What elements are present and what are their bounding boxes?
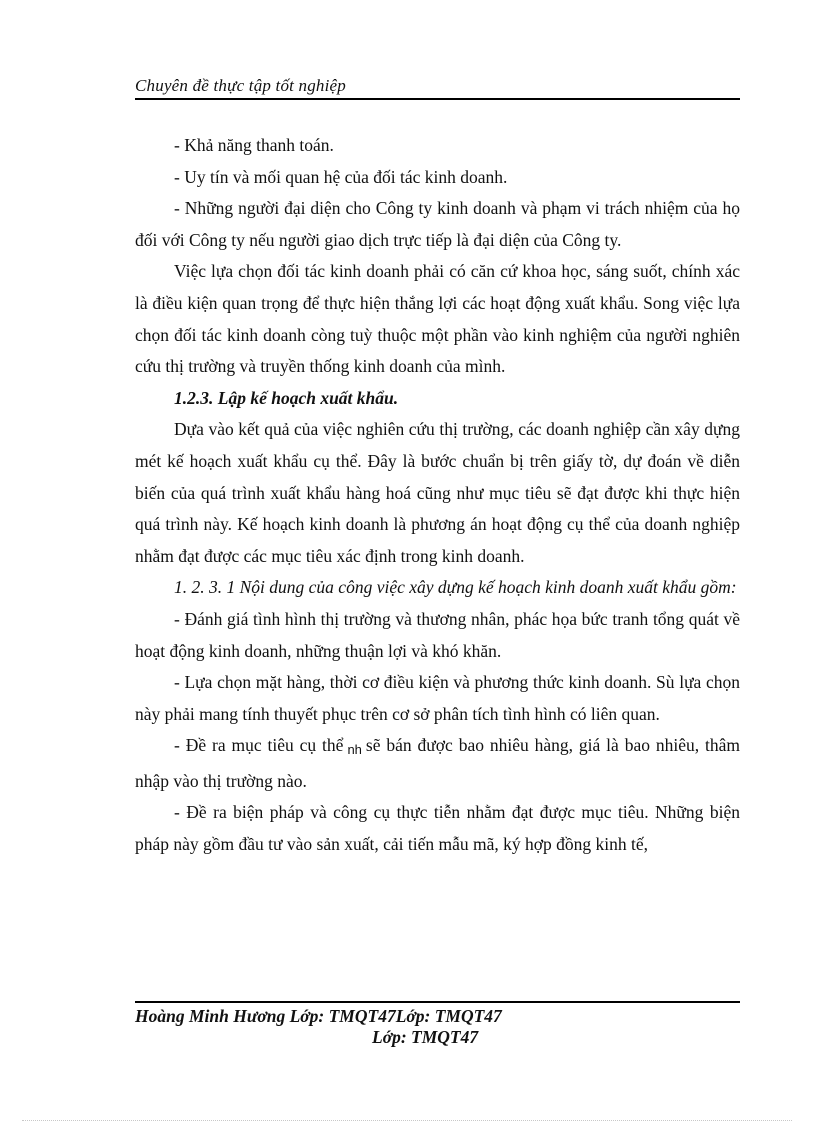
objectives-text-start: - Đề ra mục tiêu cụ thể — [174, 735, 344, 756]
paragraph-measures: - Đề ra biện pháp và công cụ thực tiễn nhằm đạt được mục tiêu. Những biện pháp này gồm đầu tư vào sản xuất, cải tiến mẫu mã, ký hợp đồng kinh tế, — [135, 802, 740, 855]
page-header-title: Chuyên đề thực tập tốt nghiệp — [135, 76, 347, 95]
paragraph-objectives — [135, 730, 740, 797]
stray-mark: nh — [347, 742, 362, 758]
paragraph-product-selection: - Lựa chọn mặt hàng, thời cơ điều kiện và phương thức kinh doanh. Sù lựa chọn này phải mang tính thuyết phục trên cơ sở phân tích tình hình có liên quan. — [135, 672, 740, 724]
paragraph-partner-selection: Việc lựa chọn đối tác kinh doanh phải có căn cứ khoa học, sáng suốt, chính xác là điều kiện quan trọng để thực hiện thắng lợi các hoạt động xuất khẩu. Song việc lựa chọn đối tác kinh doanh còng tuỳ thuộc một phần vào kinh nghiệm của người nghiên cứu thị trường và truyền thống kinh doanh của mình. — [135, 261, 740, 377]
objectives-text-end: sẽ bán được bao nhiêu hàng, giá là bao nhiêu, thâm nhập vào thị trường nào. — [135, 735, 740, 791]
document-body — [135, 130, 740, 861]
header-divider — [135, 98, 740, 100]
paragraph-reputation: - Uy tín và mối quan hệ của đối tác kinh doanh. — [174, 166, 508, 187]
paragraph-payment: - Khả năng thanh toán. — [174, 135, 334, 155]
subsection-heading: 1. 2. 3. 1 Nội dung của công việc xây dựng kế hoạch kinh doanh xuất khẩu gồm: — [174, 577, 737, 598]
paragraph-plan-intro: Dựa vào kết quả của việc nghiên cứu thị trường, các doanh nghiệp cần xây dựng mét kế hoạch xuất khẩu cụ thể. Đây là bước chuẩn bị trên giấy tờ, dự đoán về diễn biến của quá trình xuất khẩu hàng hoá cũng như mục tiêu sẽ đạt được khi thực hiện quá trình này. Kế hoạch kinh doanh là phương án hoạt động cụ thể của doanh nghiệp nhằm đạt được các mục tiêu xác định trong kinh doanh. — [135, 419, 740, 566]
footer-divider — [135, 1001, 740, 1003]
paragraph-market-assessment: - Đánh giá tình hình thị trường và thương nhân, phác họa bức tranh tổng quát về hoạt động kinh doanh, những thuận lợi và khó khăn. — [135, 608, 740, 661]
page-edge — [22, 1120, 792, 1121]
section-heading: 1.2.3. Lập kế hoạch xuất khẩu. — [174, 387, 399, 408]
paragraph-representatives: - Những người đại diện cho Công ty kinh doanh và phạm vi trách nhiệm của họ đối với Công ty nếu người giao dịch trực tiếp là đại diện của Công ty. — [135, 198, 740, 250]
footer-author: Hoàng Minh Hương Lớp: TMQT47Lớp: TMQT47 — [135, 1006, 502, 1026]
footer-class: Lớp: TMQT47 — [372, 1027, 479, 1047]
